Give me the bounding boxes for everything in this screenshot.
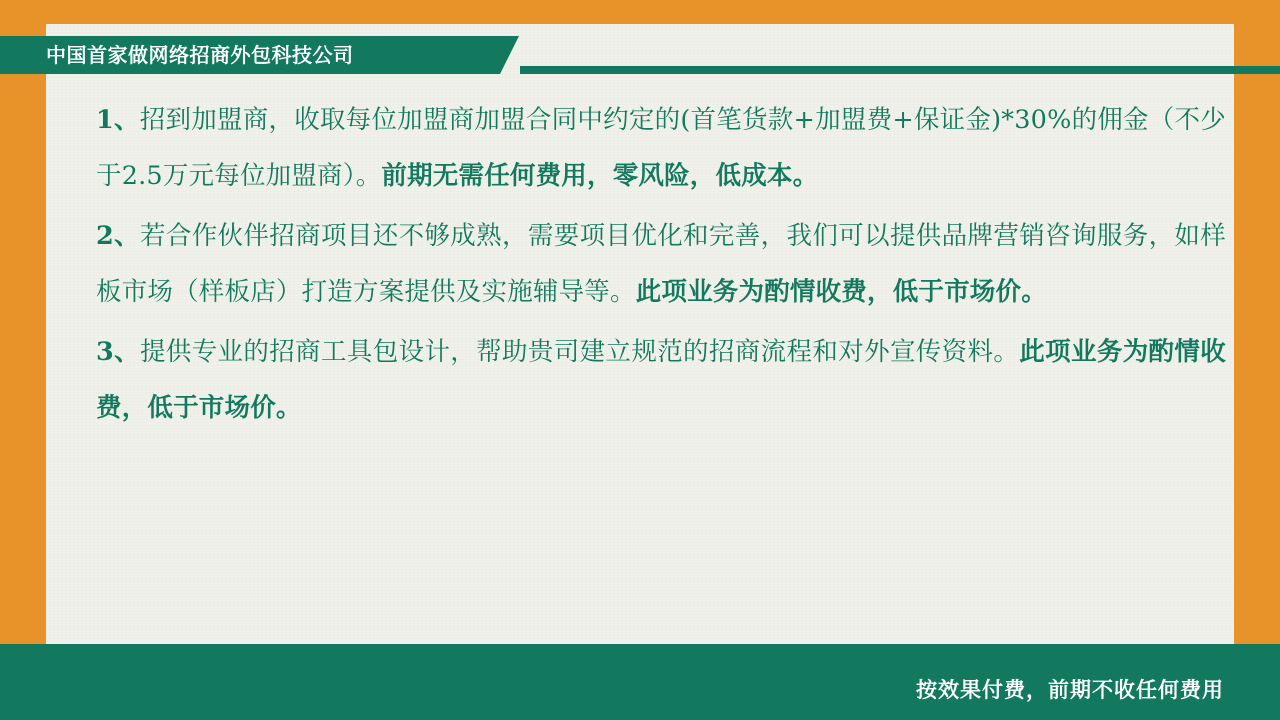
paragraph-2 <box>96 208 1226 320</box>
footer-slogan: 按效果付费，前期不收任何费用 <box>916 678 1224 702</box>
paragraph-2-emphasis: 此项业务为酌情收费，低于市场价。 <box>635 277 1047 307</box>
paragraph-1 <box>96 92 1226 204</box>
paragraph-3-number: 3、 <box>96 337 140 367</box>
header-accent-bar-right <box>520 66 1280 74</box>
paragraph-3 <box>96 324 1226 436</box>
paragraph-1-emphasis: 前期无需任何费用，零风险，低成本。 <box>381 161 819 191</box>
paragraph-2-text: 若合作伙伴招商项目还不够成熟，需要项目优化和完善，我们可以提供品牌营销咨询服务，如样板市场（样板店）打造方案提供及实施辅导等。 <box>96 221 1226 307</box>
paragraph-1-text: 招到加盟商，收取每位加盟商加盟合同中约定的(首笔货款+加盟费+保证金)*30%的佣金（不少于2.5万元每位加盟商）。 <box>96 105 1226 191</box>
paragraph-3-emphasis: 此项业务为酌情收费，低于市场价。 <box>96 337 1226 423</box>
paragraph-2-number: 2、 <box>96 221 140 251</box>
paragraph-1-number: 1、 <box>96 105 140 135</box>
body-content <box>96 92 1226 440</box>
paragraph-3-text: 提供专业的招商工具包设计，帮助贵司建立规范的招商流程和对外宣传资料。 <box>139 337 1020 367</box>
page-title: 中国首家做网络招商外包科技公司 <box>46 43 354 67</box>
